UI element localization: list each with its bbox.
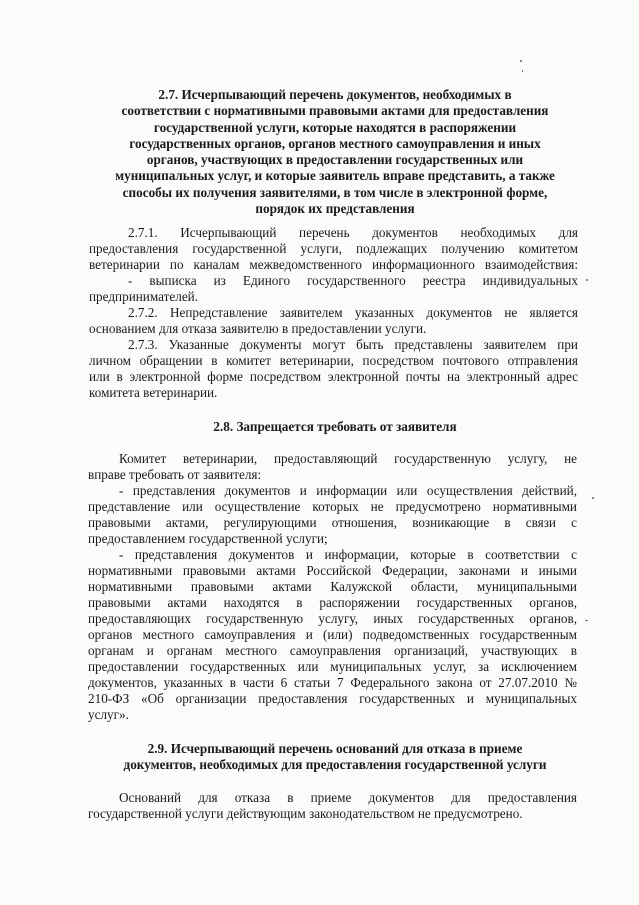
heading-line: способы их получения заявителями, в том числе в электронной форме, <box>122 184 548 200</box>
scan-speck <box>586 279 588 281</box>
para-2-8-line: нормативными правовыми актами Калужской области, муниципальными <box>88 579 577 594</box>
para-2-7-1-line: предоставления государственной услуги, подлежащих получению комитетом <box>89 241 578 256</box>
list-item-extract: - выписка из Единого государственного реестра индивидуальных <box>128 273 578 288</box>
para-2-9-line: Оснований для отказа в приеме документов для предоставления <box>119 790 577 805</box>
para-2-8-line: 210-ФЗ «Об организации предоставления государственных и муниципальных <box>88 691 577 706</box>
scan-speck <box>585 620 588 621</box>
scan-speck <box>592 497 594 499</box>
list-item-extract-end: предпринимателей. <box>89 289 199 304</box>
heading-line: органов, участвующих в предоставлении государственных или <box>146 152 524 168</box>
para-2-8-line: нормативными правовыми актами Российской Федерации, законами и иными <box>88 563 577 578</box>
section-2-9-heading <box>90 741 580 774</box>
heading-line: муниципальных услуг, и которые заявитель вправе представить, а также <box>115 168 555 184</box>
para-2-7-3-line: 2.7.3. Указанные документы могут быть представлены заявителем при <box>128 337 578 352</box>
para-2-7-1-line: ветеринарии по каналам межведомственного информационного взаимодействия: <box>89 257 578 272</box>
para-2-8-line: предоставлении государственных или муниципальных услуг, за исключением <box>88 659 577 674</box>
para-2-8-line: услуг». <box>88 707 129 722</box>
scan-speck <box>522 70 523 72</box>
para-2-7-1-line: 2.7.1. Исчерпывающий перечень документов необходимых для <box>128 225 578 240</box>
para-2-9-line: государственной услуги действующим законодательством не предусмотрено. <box>88 806 523 821</box>
heading-line: государственной услуги, которые находятся в распоряжении <box>153 119 517 135</box>
para-2-8-line: правовыми актами находятся в распоряжении государственных органов, <box>88 595 577 610</box>
para-2-8-line: Комитет ветеринарии, предоставляющий государственную услугу, не <box>119 451 577 466</box>
para-2-7-2-line: основанием для отказа заявителю в предоставлении услуги. <box>89 321 427 336</box>
heading-line: документов, необходимых для предоставления государственной услуги <box>123 757 547 773</box>
section-2-8-heading: 2.8. Запрещается требовать от заявителя <box>213 419 457 434</box>
heading-line: соответствии с нормативными правовыми актами для предоставления <box>121 103 549 119</box>
para-2-8-line: предоставлением государственной услуги; <box>88 531 328 546</box>
para-2-8-line: представление или осуществление которых не предусмотрено нормативными <box>88 499 577 514</box>
para-2-8-line: предоставляющих государственную услугу, иных государственных органов, <box>88 611 577 626</box>
para-2-7-2-line: 2.7.2. Непредставление заявителем указанных документов не является <box>128 305 578 320</box>
heading-line: государственных органов, органов местного самоуправления и иных <box>129 135 541 151</box>
para-2-8-line: - представления документов и информации или осуществления действий, <box>119 483 577 498</box>
scan-speck <box>520 60 522 62</box>
para-2-8-line: органам и органам местного самоуправления организаций, участвующих в <box>88 643 577 658</box>
heading-line: 2.7. Исчерпывающий перечень документов, необходимых в <box>158 87 512 102</box>
para-2-7-3-line: или в электронной форме посредством электронной почты на электронный адрес <box>89 369 578 384</box>
section-2-7-heading <box>95 87 575 217</box>
para-2-7-3-line: комитета ветеринарии. <box>89 385 218 400</box>
para-2-8-line: правовыми актами, регулирующими отношения, возникающие в связи с <box>88 515 577 530</box>
para-2-7-3-line: личном обращении в комитет ветеринарии, посредством почтового отправления <box>89 353 578 368</box>
para-2-8-line: документов, указанных в части 6 статьи 7 Федерального закона от 27.07.2010 № <box>88 675 577 690</box>
para-2-8-line: органов местного самоуправления и (или) подведомственных государственным <box>88 627 577 642</box>
heading-line: 2.9. Исчерпывающий перечень оснований для отказа в приеме <box>147 741 523 756</box>
para-2-8-line: - представления документов и информации, которые в соответствии с <box>119 547 577 562</box>
heading-line: порядок их представления <box>255 201 415 217</box>
para-2-8-line: вправе требовать от заявителя: <box>88 467 262 482</box>
